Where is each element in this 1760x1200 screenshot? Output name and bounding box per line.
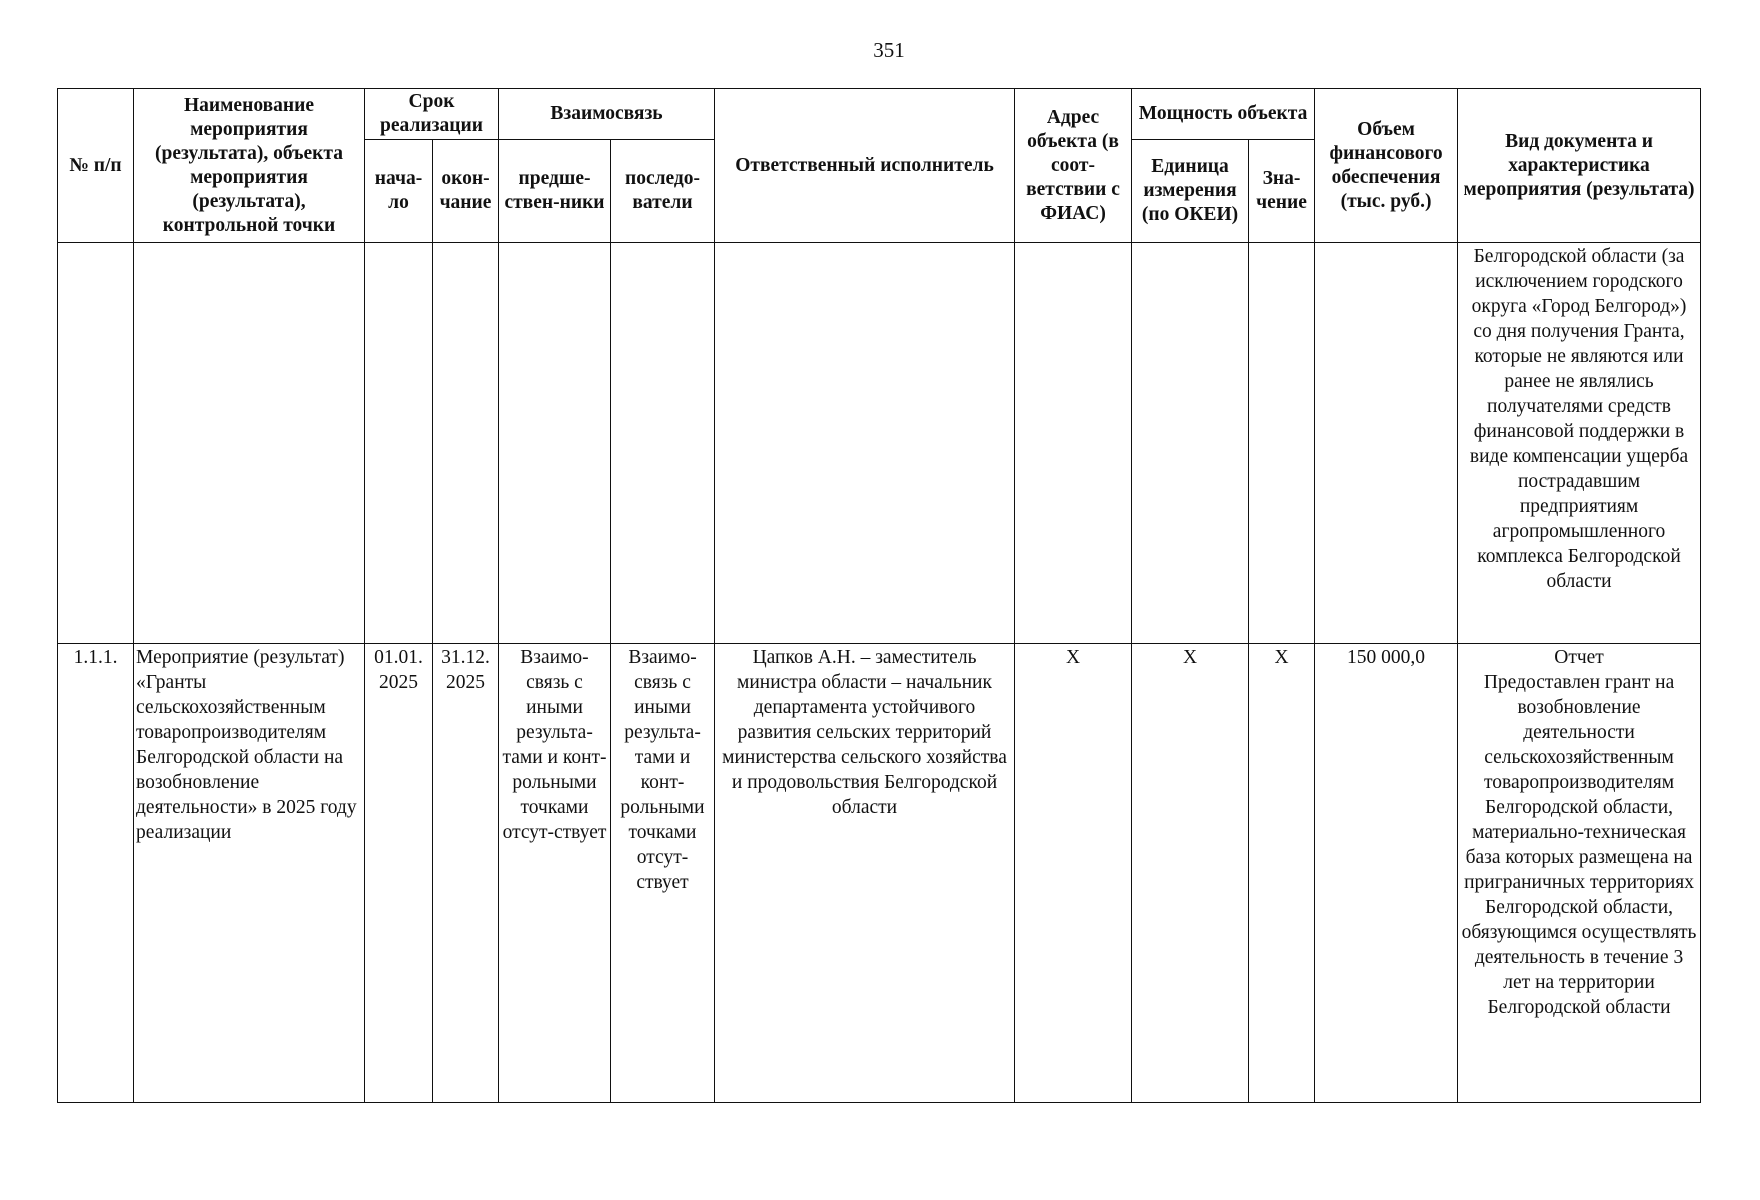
row-address: Х [1015,644,1132,1103]
cell-empty [1015,243,1132,644]
header-address: Адрес объекта (в соот-ветствии с ФИАС) [1015,89,1132,243]
cell-empty [1132,243,1249,644]
header-num: № п/п [58,89,134,243]
header-link: Взаимосвязь [499,89,715,140]
row-doc-cell [1458,644,1701,1103]
continuation-doc-text: Белгородской области (за исключением городского округа «Город Белгород») со дня получения Гранта, которые не являются или ранее не являлись получателями средств финансовой поддержки в виде компенсации ущерба пострадавшим предприятиям агропромышленного комплекса Белгородской области [1458,243,1701,644]
header-period: Срок реализации [365,89,499,140]
table-row [58,644,1701,1103]
header-funding: Объем финансового обеспечения (тыс. руб.) [1315,89,1458,243]
cell-empty [365,243,433,644]
page-number: 351 [873,38,905,62]
row-successors: Взаимо-связь с иными результа-тами и конт-рольными точками отсут-ствует [611,644,715,1103]
row-num: 1.1.1. [58,644,134,1103]
row-name: Мероприятие (результат) «Гранты сельскохозяйственным товаропроизводителям Белгородской области на возобновление деятельности» в 2025 году реализации [134,644,365,1103]
cell-empty [499,243,611,644]
row-end-date: 31.12. 2025 [433,644,499,1103]
cell-empty [134,243,365,644]
header-end: окон-чание [433,140,499,243]
row-doc-title: Отчет [1554,647,1604,668]
row-funding: 150 000,0 [1315,644,1458,1103]
header-executor: Ответственный исполнитель [715,89,1015,243]
cell-empty [58,243,134,644]
cell-empty [715,243,1015,644]
row-value: Х [1249,644,1315,1103]
header-successors: последо-ватели [611,140,715,243]
row-start-date: 01.01. 2025 [365,644,433,1103]
header-unit: Единица измерения (по ОКЕИ) [1132,140,1249,243]
cell-empty [611,243,715,644]
header-value: Зна-чение [1249,140,1315,243]
activity-plan-table [57,88,1701,1103]
header-row-top [58,89,1701,140]
continuation-row [58,243,1701,644]
header-capacity: Мощность объекта [1132,89,1315,140]
cell-empty [1249,243,1315,644]
cell-empty [433,243,499,644]
cell-empty [1315,243,1458,644]
row-predecessors: Взаимо-связь с иными результа-тами и конт-рольными точками отсут-ствует [499,644,611,1103]
header-predecessors: предше-ствен-ники [499,140,611,243]
header-doc-type: Вид документа и характеристика мероприятия (результата) [1458,89,1701,243]
row-executor: Цапков А.Н. – заместитель министра области – начальник департамента устойчивого развития сельских территорий министерства сельского хозяйства и продовольствия Белгородской области [715,644,1015,1103]
header-name: Наименование мероприятия (результата), объекта мероприятия (результата), контрольной точки [134,89,365,243]
row-doc-text: Предоставлен грант на возобновление деятельности сельскохозяйственным товаропроизводителям Белгородской области, материально-техническая база которых размещена на приграничных территориях Белгородской области, обязующимся осуществлять деятельность в течение 3 лет на территории Белгородской области [1461,672,1697,1018]
header-start: нача-ло [365,140,433,243]
row-unit: Х [1132,644,1249,1103]
